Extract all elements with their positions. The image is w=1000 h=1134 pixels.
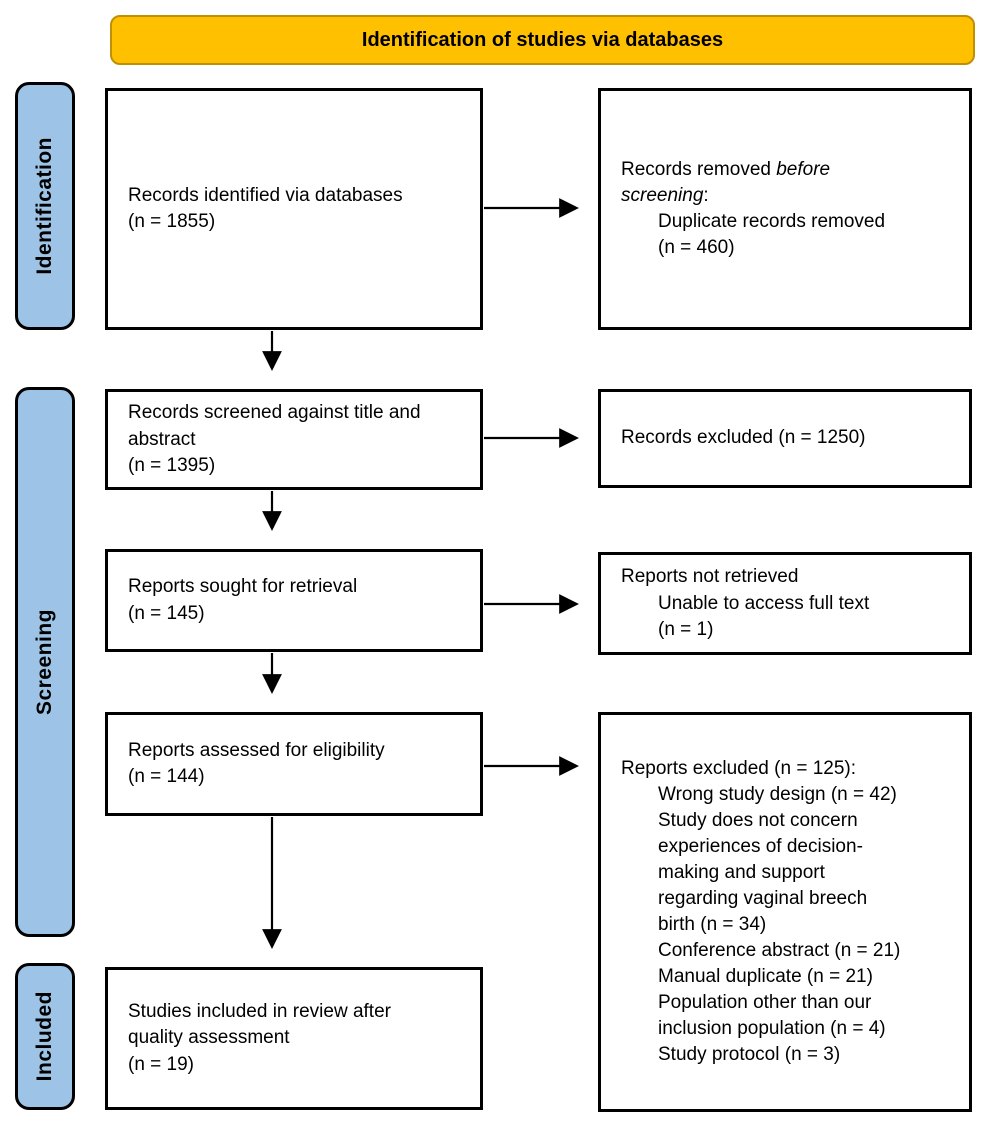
box-reports-sought	[105, 549, 483, 652]
box-label: Studies included in review after quality assessment	[128, 1001, 391, 1049]
box-reports-assessed	[105, 712, 483, 816]
reason-line: Study does not concern experiences of decision-making and support regarding vaginal breech birth (n = 34)	[658, 809, 868, 935]
box-label: Records screened against title and abstract	[128, 402, 421, 450]
reason-line: Conference abstract (n = 21)	[658, 940, 901, 962]
box-heading: Reports excluded (n = 125):	[621, 757, 856, 779]
box-records-excluded	[598, 389, 972, 488]
box-label: Reports sought for retrieval	[128, 576, 358, 598]
box-reports-not-retrieved	[598, 552, 972, 655]
reason-line: Manual duplicate (n = 21)	[658, 966, 873, 988]
heading-text: Records removed	[621, 158, 777, 180]
box-heading	[621, 157, 891, 209]
box-count: (n = 1855)	[128, 211, 216, 232]
reason-line: Unable to access full text (n = 1)	[658, 592, 870, 640]
box-heading: Reports not retrieved	[621, 566, 799, 588]
box-records-identified	[105, 88, 483, 330]
box-reason-list	[621, 591, 949, 643]
stage-screening-text: Screening	[33, 608, 56, 716]
stage-label-included	[15, 963, 75, 1110]
box-records-removed	[598, 88, 972, 330]
stage-identification-text: Identification	[33, 137, 56, 275]
reason-line: Population other than our inclusion population (n = 4)	[658, 992, 886, 1040]
box-reason-list	[621, 209, 949, 261]
banner-title: Identification of studies via databases	[361, 28, 724, 51]
reason-line: Study protocol (n = 3)	[658, 1044, 841, 1066]
heading-italic-text: before screening	[621, 158, 831, 206]
box-count: (n = 19)	[128, 1053, 195, 1075]
box-label: Records identified via databases	[128, 184, 403, 206]
box-records-screened	[105, 389, 483, 490]
box-reason-list	[621, 782, 949, 1068]
box-label: Records excluded (n = 1250)	[621, 427, 866, 449]
box-reports-excluded	[598, 712, 972, 1112]
stage-label-identification	[15, 82, 75, 330]
box-count: (n = 145)	[128, 602, 205, 624]
stage-included-text: Included	[33, 991, 56, 1082]
banner	[110, 15, 975, 65]
heading-suffix: :	[703, 184, 709, 206]
reason-line: Duplicate records removed (n = 460)	[658, 211, 886, 259]
box-count: (n = 1395)	[128, 454, 216, 476]
reason-line: Wrong study design (n = 42)	[658, 783, 897, 805]
box-label: Reports assessed for eligibility	[128, 739, 385, 761]
box-count: (n = 144)	[128, 766, 205, 787]
box-studies-included	[105, 967, 483, 1110]
stage-label-screening	[15, 387, 75, 937]
